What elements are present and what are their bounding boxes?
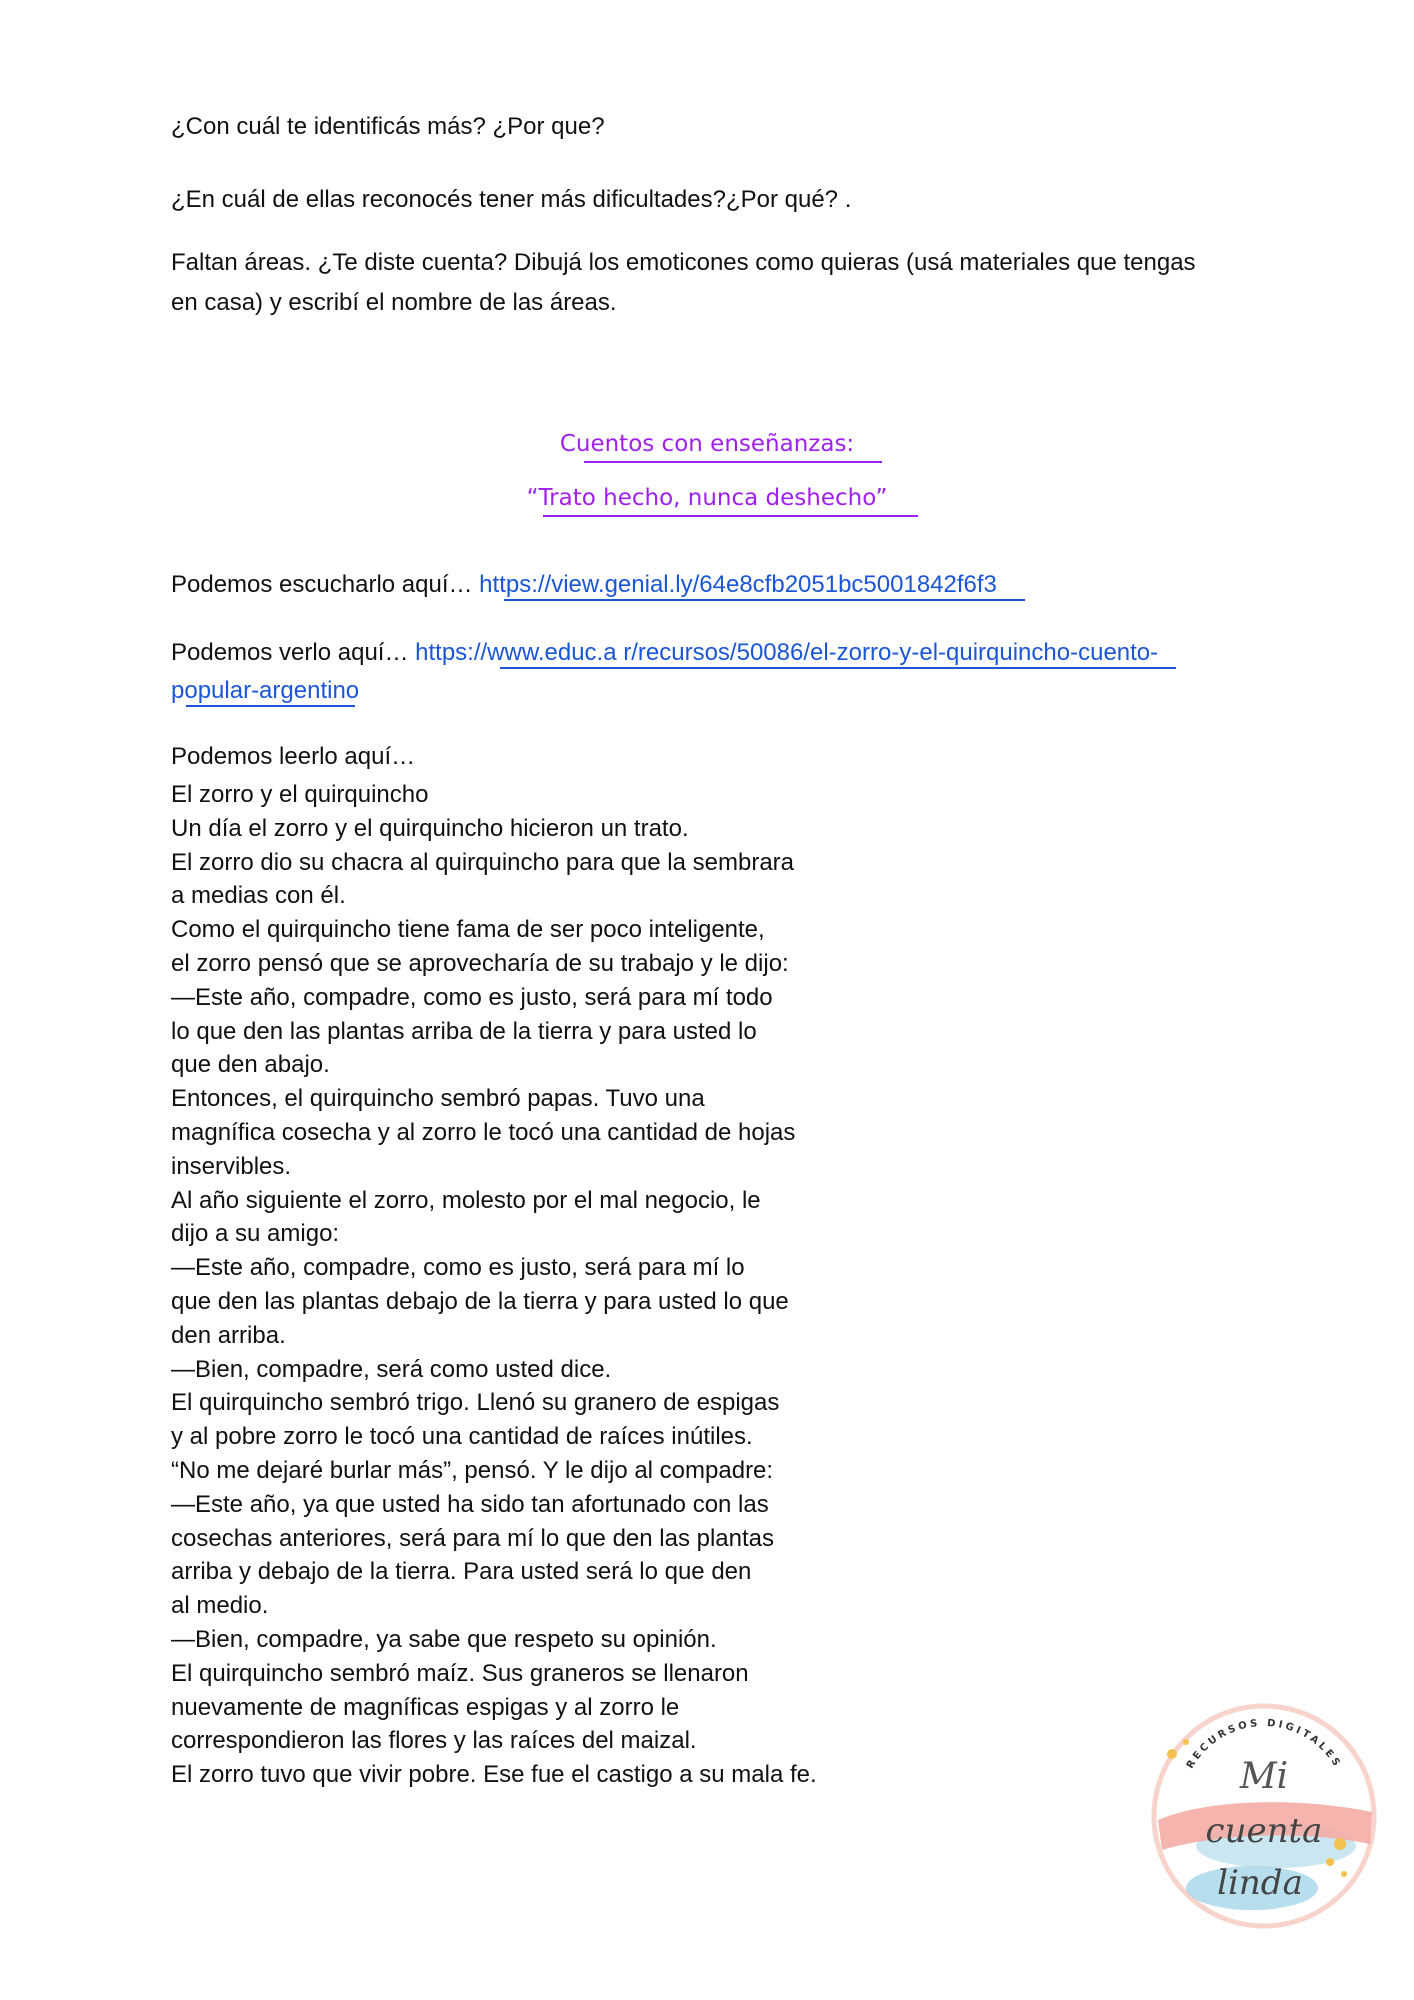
question-identify: ¿Con cuál te identificás más? ¿Por que? [171,113,605,140]
listen-label: Podemos escucharlo aquí… [171,571,473,598]
listen-line [171,568,997,602]
story-line: “No me dejaré burlar más”, pensó. Y le dijo al compadre: [171,1456,774,1484]
story-line: El quirquincho sembró trigo. Llenó su granero de espigas [171,1389,780,1417]
watch-line-2 [171,674,359,708]
story-title-underline [543,515,918,517]
logo-dot [1167,1749,1177,1759]
section-title: Cuentos con enseñanzas: [559,431,855,457]
story-line: que den las plantas debajo de la tierra y para usted lo que [171,1287,789,1315]
story-line: nuevamente de magníficas espigas y al zorro le [171,1693,680,1721]
story-line: Un día el zorro y el quirquincho hicieron un trato. [171,814,689,842]
missing-areas-line-1: Faltan áreas. ¿Te diste cuenta? Dibujá los emoticones como quieras (usá materiales que tengas [171,249,1196,276]
logo-word-linda: linda [1217,1863,1303,1903]
story-line: inservibles. [171,1152,292,1180]
question-difficulty: ¿En cuál de ellas reconocés tener más dificultades?¿Por qué? . [171,186,852,213]
story-line: Al año siguiente el zorro, molesto por el mal negocio, le [171,1186,761,1214]
watch-link-underline-1 [500,667,1176,669]
logo-dot [1326,1858,1334,1866]
story-line: dijo a su amigo: [171,1220,340,1248]
story-line: arriba y debajo de la tierra. Para usted será lo que den [171,1558,752,1586]
logo-word-cuenta: cuenta [1205,1811,1323,1851]
watch-link-underline-2 [186,705,355,707]
mi-cuenta-linda-logo [1144,1696,1384,1936]
section-title-underline [584,461,882,463]
story-line: El quirquincho sembró maíz. Sus graneros se llenaron [171,1659,749,1687]
story-line: —Este año, compadre, como es justo, será para mí lo [171,1254,745,1282]
story-line: El zorro tuvo que vivir pobre. Ese fue el castigo a su mala fe. [171,1761,817,1789]
story-text [171,778,931,1792]
story-line: —Bien, compadre, ya sabe que respeto su opinión. [171,1625,717,1653]
story-line: —Bien, compadre, será como usted dice. [171,1355,612,1383]
story-line: cosechas anteriores, será para mí lo que den las plantas [171,1524,775,1552]
story-line: Entonces, el quirquincho sembró papas. Tuvo una [171,1085,705,1113]
watch-line-1 [171,636,1158,670]
story-line: que den abajo. [171,1051,330,1079]
listen-link-underline [504,599,1025,601]
story-line: Como el quirquincho tiene fama de ser poco inteligente, [171,916,765,944]
story-line: El zorro dio su chacra al quirquincho para que la sembrara [171,848,795,876]
logo-arc-text: RECURSOS DIGITALES [1184,1717,1344,1771]
logo-dot [1341,1871,1347,1877]
listen-link[interactable]: https://view.genial.ly/64e8cfb2051bc5001842f6f3 [479,571,997,598]
logo-dot [1334,1838,1346,1850]
story-line: el zorro pensó que se aprovecharía de su trabajo y le dijo: [171,949,789,977]
watch-link-part-1[interactable]: https://www.educ.a r/recursos/50086/el-zorro-y-el-quirquincho-cuento- [415,639,1159,666]
watch-label: Podemos verlo aquí… [171,639,409,666]
missing-areas-line-2: en casa) y escribí el nombre de las áreas. [171,289,617,316]
story-line: den arriba. [171,1321,286,1349]
watch-link-part-2[interactable]: popular-argentino [171,677,360,704]
story-line: magnífica cosecha y al zorro le tocó una cantidad de hojas [171,1118,796,1146]
logo-word-mi: Mi [1239,1756,1289,1797]
story-line: El zorro y el quirquincho [171,781,429,808]
read-label: Podemos leerlo aquí… [171,743,416,770]
logo-dot [1183,1739,1189,1745]
story-line: al medio. [171,1592,269,1620]
story-line: y al pobre zorro le tocó una cantidad de raíces inútiles. [171,1423,753,1451]
story-line: lo que den las plantas arriba de la tierra y para usted lo [171,1017,757,1045]
story-line: correspondieron las flores y las raíces del maizal. [171,1727,697,1755]
story-line: —Este año, ya que usted ha sido tan afortunado con las [171,1490,769,1518]
story-line: —Este año, compadre, como es justo, será para mí todo [171,983,773,1011]
story-line: a medias con él. [171,882,346,910]
story-title: “Trato hecho, nunca deshecho” [526,485,888,511]
